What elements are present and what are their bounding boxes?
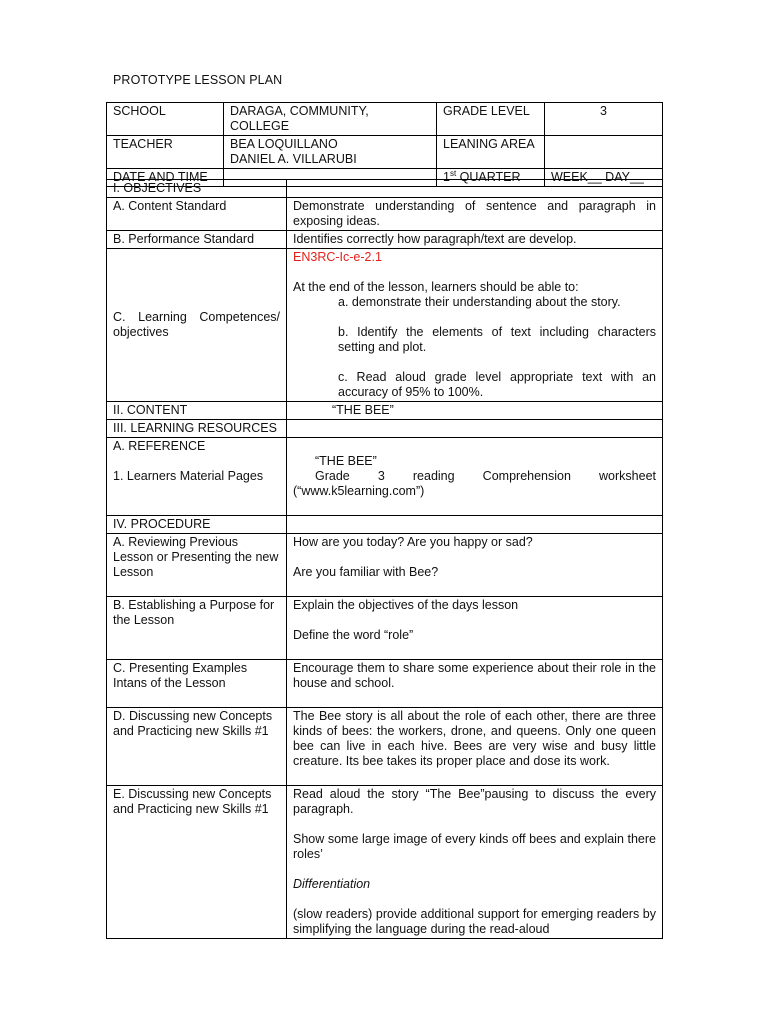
step-b-value [287,597,663,660]
step-a-row [107,534,663,597]
step-e-line-1: Read aloud the story “The Bee”pausing to discuss the every paragraph. [293,787,656,816]
step-a-label-text: A. Reviewing Previous Lesson or Presenting the new Lesson [113,535,279,579]
lesson-plan-table [106,179,663,939]
differentiation-heading: Differentiation [293,877,371,891]
step-b-line-2: Define the word “role” [293,628,414,642]
performance-standard-value: Identifies correctly how paragraph/text are develop. [287,231,663,249]
step-c-text: Encourage them to share some experience about their role in the house and school. [293,661,656,690]
teacher-label: TEACHER [107,136,224,169]
document-title: PROTOTYPE LESSON PLAN [113,73,283,87]
content-heading: II. CONTENT [107,402,287,420]
performance-standard-label: B. Performance Standard [107,231,287,249]
step-d-value [287,708,663,786]
step-a-line-1: How are you today? Are you happy or sad? [293,535,533,549]
competency-code: EN3RC-Ic-e-2.1 [293,250,382,264]
reference-cell [107,438,287,516]
reference-row [107,438,663,516]
step-b-label [107,597,287,660]
step-e-label: E. Discussing new Concepts and Practicing new Skills #1 [107,786,287,939]
learning-area-label: LEANING AREA [437,136,545,169]
step-e-line-2: Show some large image of every kinds off bees and explain there roles’ [293,832,656,861]
quarter-label: QUARTER [456,170,521,184]
step-c-label [107,660,287,708]
step-a-line-2: Are you familiar with Bee? [293,565,439,579]
objectives-heading-row [107,180,663,198]
procedure-heading-row [107,516,663,534]
content-standard-value: Demonstrate understanding of sentence and paragraph in exposing ideas. [287,198,663,231]
procedure-heading: IV. PROCEDURE [107,516,287,534]
teacher-name-1: BEA LOQUILLANO [230,137,338,151]
step-b-row [107,597,663,660]
step-d-text: The Bee story is all about the role of each other, there are three kinds of bees: the workers, drone, and queens. Only one queen bee can live in each hive. Bees are very wise and busy little creature. Its bee takes its proper place and dose its work. [293,709,656,768]
resources-heading: III. LEARNING RESOURCES [107,420,287,438]
learners-material-source: Grade 3 reading Comprehension worksheet [315,469,656,483]
learners-material-url: (“www.k5learning.com”) [293,484,425,498]
resources-heading-row [107,420,663,438]
grade-level-label: GRADE LEVEL [437,103,545,136]
objective-c: c. Read aloud grade level appropriate text with an accuracy of 95% to 100%. [338,370,656,399]
step-e-row [107,786,663,939]
step-d-label: D. Discussing new Concepts and Practicing new Skills #1 [107,708,287,786]
quarter-suffix: st [449,168,457,178]
content-row [107,402,663,420]
step-c-value [287,660,663,708]
grade-level-value: 3 [545,103,663,136]
step-c-row [107,660,663,708]
learners-material-title: “THE BEE” [315,454,377,468]
step-c-label-text: C. Presenting Examples Intans of the Lesson [113,661,248,690]
step-b-line-1: Explain the objectives of the days lesson [293,598,519,612]
competences-row [107,249,663,402]
teacher-row [107,136,663,169]
competences-intro: At the end of the lesson, learners should be able to: [293,280,579,294]
header-table [106,102,663,187]
school-value: DARAGA, COMMUNITY, COLLEGE [224,103,437,136]
teacher-name-2: DANIEL A. VILLARUBI [230,152,357,166]
school-row [107,103,663,136]
competences-value [287,249,663,402]
learning-area-value [545,136,663,169]
step-a-value [287,534,663,597]
step-e-value [287,786,663,939]
reference-label: A. REFERENCE [113,439,206,453]
school-label: SCHOOL [107,103,224,136]
learners-material-label: 1. Learners Material Pages [113,469,264,483]
competences-label: C. Learning Competences/ objectives [107,249,287,402]
content-standard-row [107,198,663,231]
step-d-row [107,708,663,786]
week-day-cell: WEEK__ DAY__ [545,169,663,187]
step-b-label-text: B. Establishing a Purpose for the Lesson [113,598,275,627]
objective-b: b. Identify the elements of text including characters setting and plot. [338,325,656,354]
content-value: “THE BEE” [287,402,663,420]
teacher-value [224,136,437,169]
objective-a: a. demonstrate their understanding about the story. [338,295,621,309]
step-a-label [107,534,287,597]
learners-material-value [287,438,663,516]
performance-standard-row [107,231,663,249]
step-e-line-3: (slow readers) provide additional support for emerging readers by simplifying the language during the read-aloud [293,907,656,936]
quarter-number: 1 [443,170,450,184]
objectives-heading: I. OBJECTIVES [107,180,287,198]
date-label: DATE AND TIME [107,169,224,187]
content-standard-label: A. Content Standard [107,198,287,231]
